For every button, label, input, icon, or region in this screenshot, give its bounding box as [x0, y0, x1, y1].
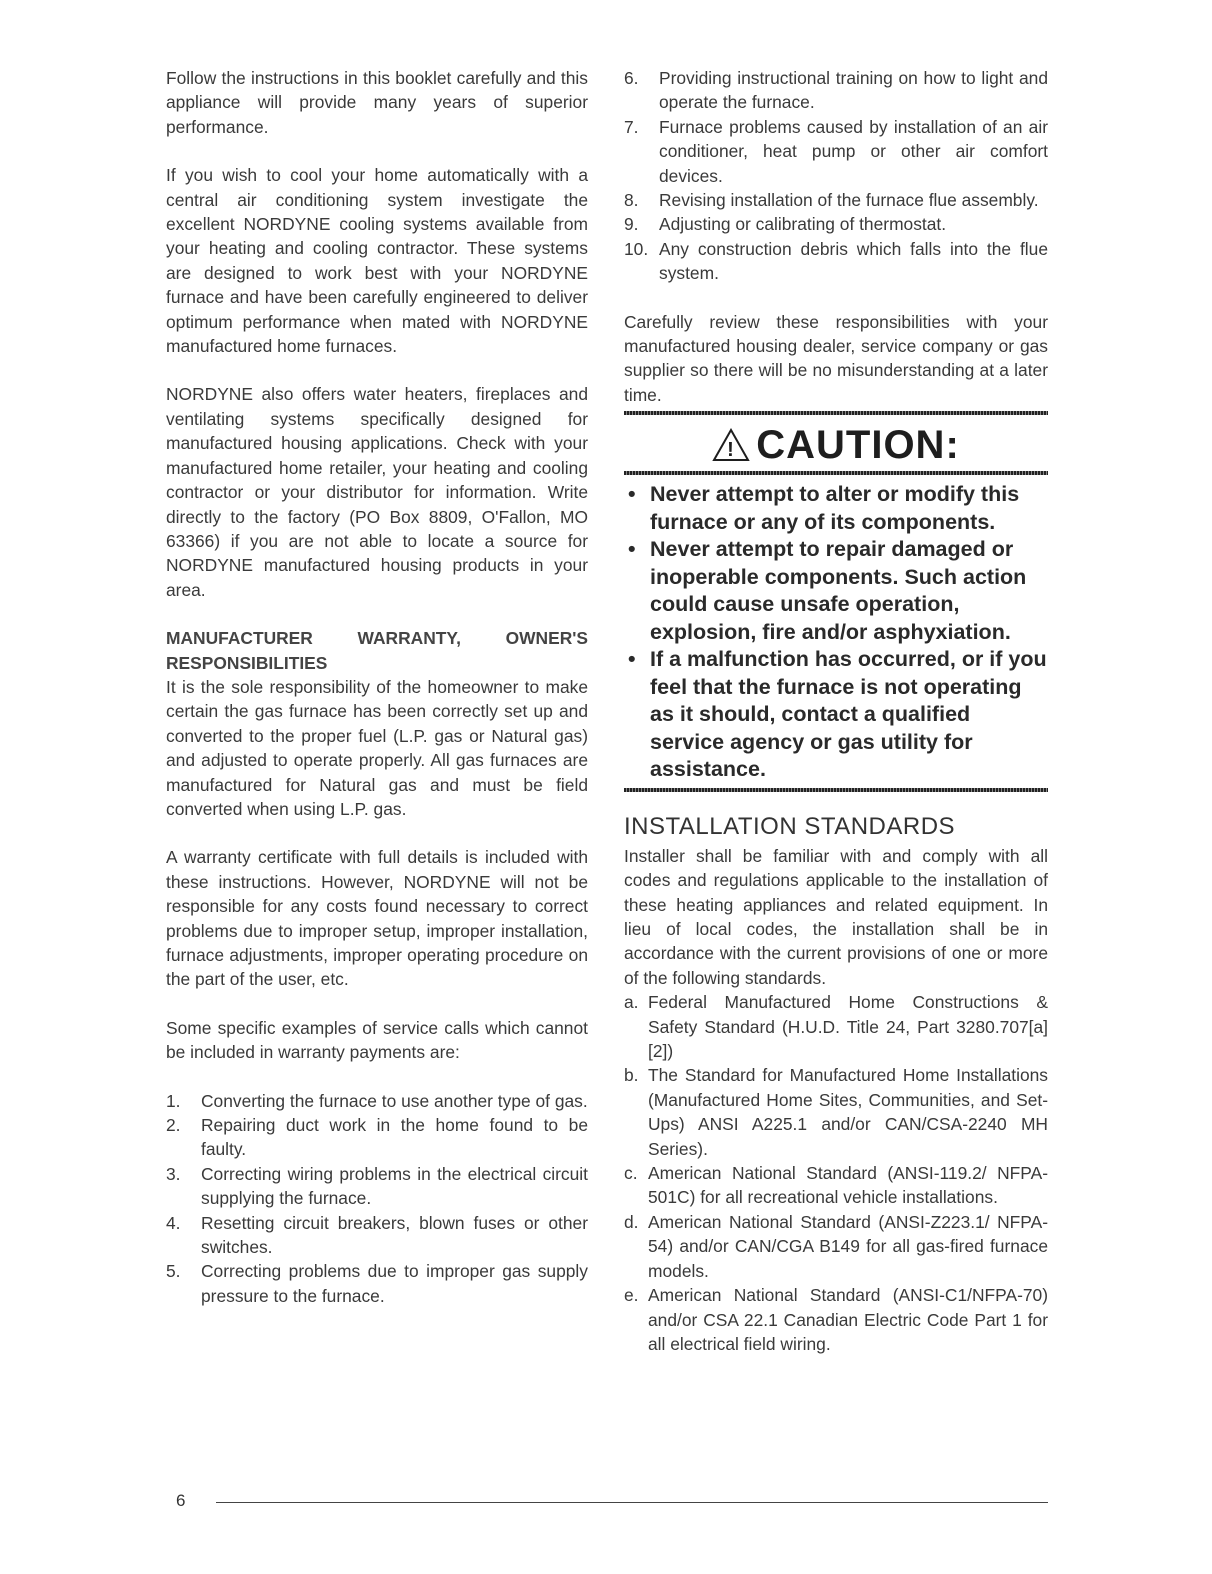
list-item: 9. Adjusting or calibrating of thermostat. [624, 214, 947, 235]
section-title: INSTALLATION STANDARDS [624, 812, 956, 840]
standards-list [624, 990, 1048, 1356]
review-paragraph: Carefully review these responsibilities with your manufactured housing dealer, service company or gas supplier so there will be no misunderstanding at a later time. [624, 311, 1048, 405]
caution-box [624, 411, 1048, 792]
footer-rule [216, 1502, 1048, 1503]
list-item: 6. Providing instructional training on how to light and operate the furnace. [624, 68, 1048, 113]
list-item: • Never attempt to alter or modify this furnace or any of its components. [628, 482, 1020, 534]
divider [624, 471, 1048, 475]
list-item: c. American National Standard (ANSI-119.2/ NFPA-501C) for all recreational vehicle installations. [624, 1163, 1048, 1208]
list-item: b. The Standard for Manufactured Home Installations (Manufactured Home Sites, Communities, and Set-Ups) ANSI A225.1 and/or CAN/CSA-2240 MH Series). [624, 1065, 1048, 1159]
left-column [166, 66, 588, 1308]
list-item: e. American National Standard (ANSI-C1/NFPA-70) and/or CSA 22.1 Canadian Electric Code Part 1 for all electrical field wiring. [624, 1285, 1048, 1354]
right-column [624, 66, 1048, 1356]
list-item: d. American National Standard (ANSI-Z223.1/ NFPA-54) and/or CAN/CGA B149 for all gas-fired furnace models. [624, 1211, 1048, 1281]
offers-paragraph: NORDYNE also offers water heaters, fireplaces and ventilating systems specifically designed for manufactured housing applications. Check with your manufactured home retailer, your heating and cooling contractor or your distributor for information. Write directly to the factory (PO Box 8809, O'Fallon, MO 63366) if you are not able to locate a source for NORDYNE manufactured housing products in your area. [166, 384, 588, 600]
warranty-heading: MANUFACTURER WARRANTY, OWNER'S RESPONSIBILITIES [166, 628, 588, 673]
intro-paragraph: Follow the instructions in this booklet carefully and this appliance will provide many years of superior performance. [166, 68, 588, 137]
examples-intro: Some specific examples of service calls which cannot be included in warranty payments are: [166, 1017, 588, 1063]
certificate-paragraph: A warranty certificate with full details is included with these instructions. However, NORDYNE will not be responsible for any costs found necessary to correct problems due to improper setup, improper installation, furnace adjustments, improper operating procedure on the part of the user, etc. [166, 847, 588, 990]
list-item: 3. Correcting wiring problems in the electrical circuit supplying the furnace. [166, 1163, 588, 1209]
divider [624, 788, 1048, 792]
examples-list-right [624, 66, 1048, 286]
list-item: 5. Correcting problems due to improper gas supply pressure to the furnace. [166, 1261, 588, 1306]
list-item: • Never attempt to repair damaged or inoperable components. Such action could cause unsafe operation, explosion, fire and/or asphyxiation. [628, 537, 1027, 644]
list-item: 4. Resetting circuit breakers, blown fuses or other switches. [166, 1212, 588, 1258]
list-item: 7. Furnace problems caused by installation of an air conditioner, heat pump or other air comfort devices. [624, 116, 1048, 186]
examples-list-left [166, 1089, 588, 1309]
list-item: a. Federal Manufactured Home Constructions & Safety Standard (H.U.D. Title 24, Part 3280.707[a][2]) [624, 992, 1048, 1062]
caution-title: ! CAUTION: [624, 423, 1048, 467]
list-item: 1. Converting the furnace to use another type of gas. [166, 1090, 588, 1111]
standards-intro: Installer shall be familiar with and comply with all codes and regulations applicable to the installation of these heating appliances and related equipment. In lieu of local codes, the installation shall be in accordance with the current provisions of one or more of the following standards. [624, 845, 1048, 988]
page-number: 6 [176, 1491, 186, 1510]
list-item: 10. Any construction debris which falls into the flue system. [624, 238, 1048, 284]
warning-triangle-icon [712, 428, 750, 462]
svg-text:!: ! [727, 439, 736, 462]
warranty-paragraph: It is the sole responsibility of the homeowner to make certain the gas furnace has been correctly set up and converted to the proper fuel (L.P. gas or Natural gas) and adjusted to operate properly. All gas furnaces are manufactured for Natural gas and must be field converted when using L.P. gas. [166, 676, 588, 819]
cooling-paragraph: If you wish to cool your home automatically with a central air conditioning system investigate the excellent NORDYNE cooling systems available from your heating and cooling contractor. These systems are designed to work best with your NORDYNE furnace and have been carefully engineered to deliver optimum performance when mated with NORDYNE manufactured home furnaces. [166, 165, 588, 357]
divider [624, 411, 1048, 415]
list-item: 2. Repairing duct work in the home found to be faulty. [166, 1115, 588, 1160]
caution-list [624, 481, 1048, 784]
list-item: 8. Revising installation of the furnace flue assembly. [624, 190, 1039, 211]
list-item: • If a malfunction has occurred, or if you feel that the furnace is not operating as it should, contact a qualified service agency or gas utility for assistance. [628, 647, 1047, 782]
